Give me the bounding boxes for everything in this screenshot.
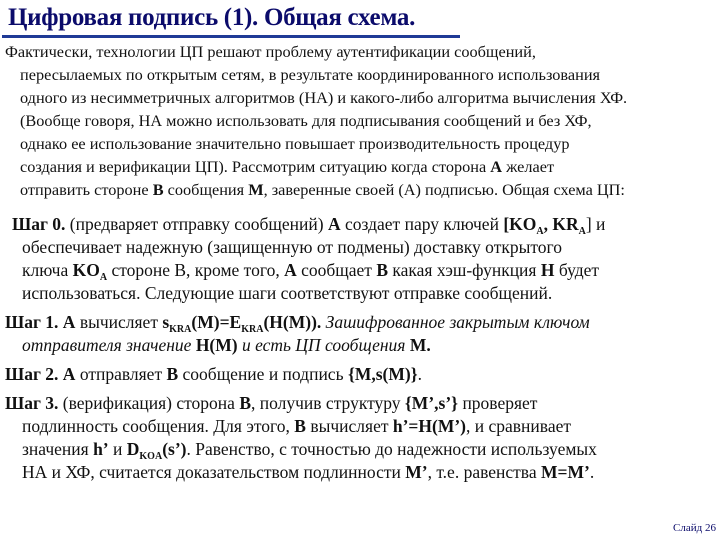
text-run: , получив структуру — [251, 393, 405, 413]
text-run: (предваряет отправку сообщений) — [65, 214, 328, 234]
text-run: значения — [22, 439, 94, 459]
step-1 — [0, 311, 716, 357]
text-run: ключа — [22, 260, 73, 280]
text-run: M. — [409, 335, 431, 355]
text-run: , KR — [543, 214, 579, 234]
text-run: будет — [554, 260, 600, 280]
text-line — [0, 282, 716, 305]
text-line — [0, 86, 716, 109]
text-line — [0, 259, 716, 282]
subscript: KOA — [139, 451, 163, 462]
text-run: s — [162, 312, 170, 332]
text-run: вычисляет — [75, 312, 163, 332]
text-run: Шаг 2. А — [5, 364, 76, 384]
text-run: НА и ХФ, считается доказательством подлинности — [22, 462, 406, 482]
text-line — [0, 178, 716, 201]
text-run: подлинность сообщения. Для этого, — [22, 416, 295, 436]
text-run: (верификация) сторона — [58, 393, 240, 413]
text-run: и есть ЦП сообщения — [237, 335, 410, 355]
text-run: . — [417, 364, 422, 384]
text-run: Фактически, технологии ЦП решают проблему аутентификации сообщений, — [5, 42, 536, 61]
text-line — [0, 438, 716, 461]
text-run: Шаг 0. — [12, 214, 66, 234]
text-run: сообщение и подпись — [178, 364, 348, 384]
subscript: A — [99, 272, 108, 283]
text-run: , и сравнивает — [466, 416, 571, 436]
subscript: A — [578, 226, 586, 237]
text-run: KO — [72, 260, 100, 280]
subscript: KRA — [169, 324, 192, 335]
slide-body — [0, 40, 716, 484]
text-run: h’ — [93, 439, 109, 459]
text-run: отправить стороне — [20, 180, 153, 199]
text-run: какая хэш-функция — [388, 260, 541, 280]
text-line — [0, 334, 716, 357]
text-run: . — [589, 462, 595, 482]
text-run: (M)=E — [191, 312, 242, 332]
text-run: D — [126, 439, 140, 459]
step-3 — [0, 392, 716, 484]
text-run: одного из несимметричных алгоритмов (НА) и какого-либо алгоритма вычисления ХФ. — [20, 88, 628, 107]
text-run: , заверенные своей (А) подписью. Общая схема ЦП: — [263, 180, 625, 199]
text-run: А — [327, 214, 341, 234]
text-line — [0, 63, 716, 86]
step-0 — [0, 213, 716, 305]
step-2 — [0, 363, 716, 386]
text-line — [0, 40, 716, 63]
slide-number: Слайд 26 — [673, 522, 716, 534]
text-run: М — [248, 180, 264, 199]
text-run: {M’,s’} — [404, 393, 459, 413]
text-run: использоваться. Следующие шаги соответствуют отправке сообщений. — [22, 283, 553, 303]
text-run: отправителя значение — [22, 335, 196, 355]
text-line — [0, 461, 716, 484]
text-run: сообщает — [296, 260, 377, 280]
text-run: проверяет — [458, 393, 538, 413]
text-line — [0, 155, 716, 178]
text-run: создания и верификации ЦП). Рассмотрим ситуацию когда сторона — [20, 157, 491, 176]
slide-title: Цифровая подпись (1). Общая схема. — [8, 4, 416, 31]
text-run: В — [239, 393, 251, 413]
text-run: и — [591, 214, 606, 234]
text-run: ] — [585, 214, 592, 234]
text-run: В — [152, 180, 164, 199]
intro-paragraph — [0, 40, 716, 201]
text-run: Шаг 3. — [5, 393, 59, 413]
text-run: M’ — [405, 462, 428, 482]
text-run: А — [284, 260, 297, 280]
text-run: Н — [540, 260, 555, 280]
text-run: H(M) — [195, 335, 238, 355]
text-run: . Равенство, с точностью до надежности используемых — [186, 439, 597, 459]
text-run: желает — [502, 157, 555, 176]
text-line — [0, 236, 716, 259]
text-line — [0, 109, 716, 132]
subscript: KRA — [241, 324, 264, 335]
title-underline — [2, 35, 460, 38]
text-line — [0, 415, 716, 438]
text-run: h’=H(M’) — [392, 416, 467, 436]
text-run: , т.е. равенства — [427, 462, 541, 482]
text-run: В — [376, 260, 389, 280]
text-run: [KO — [503, 214, 537, 234]
text-line — [0, 311, 716, 334]
text-run: стороне В, кроме того, — [107, 260, 285, 280]
text-run: (Вообще говоря, НА можно использовать для подписывания сообщений и без ХФ, — [20, 111, 592, 130]
text-run: отправляет — [75, 364, 167, 384]
text-run: В — [294, 416, 306, 436]
text-run: Шаг 1. А — [5, 312, 76, 332]
text-line — [0, 213, 716, 236]
text-run: и — [108, 439, 127, 459]
text-run: пересылаемых по открытым сетям, в результате координированного использования — [20, 65, 601, 84]
text-run: Зашифрованное закрытым ключом — [321, 312, 590, 332]
text-run: {M,s(M)} — [347, 364, 418, 384]
text-run: А — [490, 157, 503, 176]
text-run: сообщения — [163, 180, 249, 199]
text-run: M=M’ — [540, 462, 590, 482]
text-run: обеспечивает надежную (защищенную от подмены) доставку открытого — [22, 237, 563, 257]
text-run: однако ее использование значительно повышает производительность процедур — [20, 134, 570, 153]
text-line — [0, 363, 716, 386]
text-run: (s’) — [162, 439, 187, 459]
text-line — [0, 392, 716, 415]
text-run: создает пару ключей — [340, 214, 504, 234]
text-run: (H(M)). — [263, 312, 322, 332]
subscript: A — [536, 226, 544, 237]
text-run: В — [166, 364, 179, 384]
text-run: вычисляет — [305, 416, 393, 436]
text-line — [0, 132, 716, 155]
